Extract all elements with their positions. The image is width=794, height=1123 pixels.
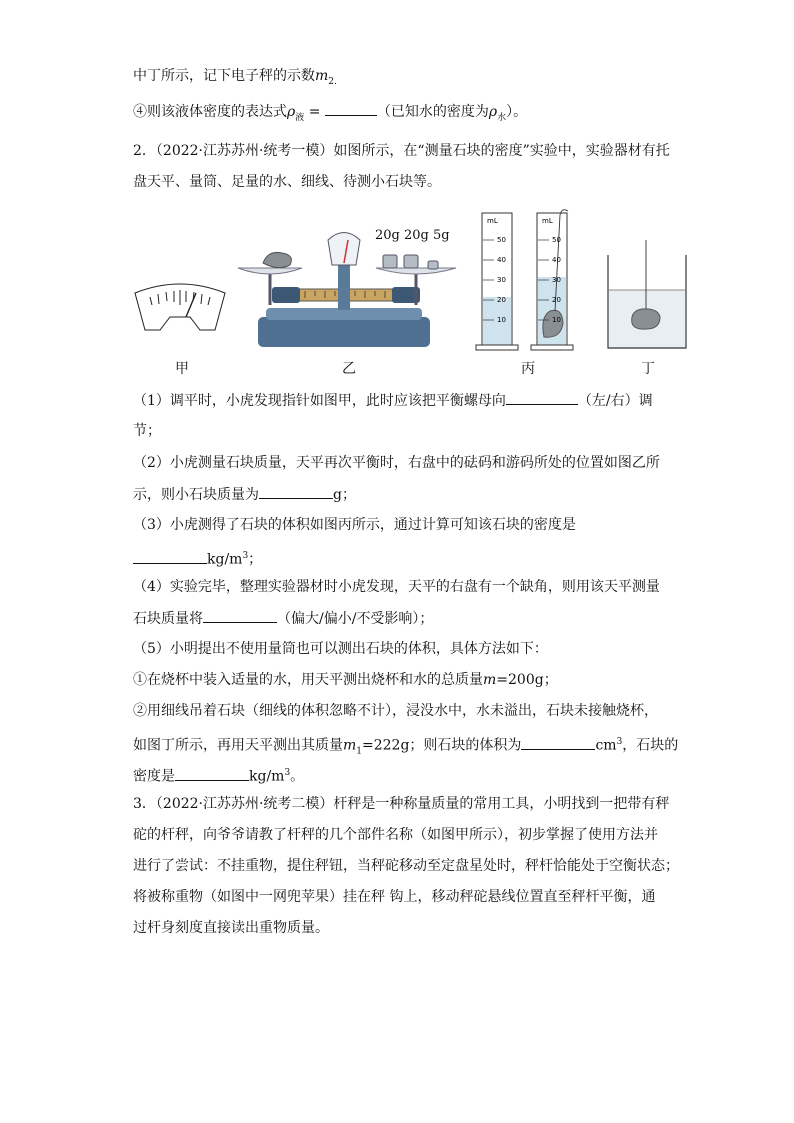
cylinder-unit-label: mL	[542, 217, 553, 225]
tick-label: 10	[552, 316, 561, 324]
experiment-figure	[130, 205, 690, 380]
text-line	[133, 608, 433, 629]
sup: 3	[616, 737, 623, 747]
text: 如图丁所示，再用天平测出其质量	[133, 737, 343, 754]
text: ）。	[506, 104, 528, 120]
text: kg/m	[249, 768, 285, 785]
text: 中丁所示，记下电子秤的示数	[133, 68, 315, 84]
answer-blank[interactable]	[133, 549, 207, 564]
text: 石块质量将	[133, 611, 203, 627]
tick-label: 10	[497, 316, 506, 324]
text-line	[133, 101, 527, 128]
text: kg/m	[207, 551, 243, 568]
caption-ding: 丁	[641, 361, 655, 377]
answer-blank[interactable]	[259, 484, 333, 499]
text-line	[133, 66, 337, 92]
question-3-line: 过杆身刻度直接读出重物质量。	[133, 920, 329, 936]
sub: 1	[356, 746, 363, 757]
text: ①在烧杯中装入适量的水，用天平测出烧杯和水的总质量	[133, 672, 483, 688]
question-3-line: 将被称重物（如图中一网兜苹果）挂在秤 钩上，移动秤砣悬线位置直至秤杆平衡，通	[133, 889, 656, 905]
sub: 水	[497, 112, 507, 123]
question-3-line: 3．（2022·江苏苏州·统考二模）杆秤是一种称量质量的常用工具，小明找到一把带有秤	[133, 796, 670, 812]
text: =	[304, 104, 325, 120]
sub: 2.	[328, 76, 337, 87]
text-line	[133, 484, 356, 505]
graduated-cylinder-figure	[476, 210, 573, 350]
cylinder-right	[531, 210, 573, 350]
beaker-figure	[608, 240, 686, 348]
answer-blank[interactable]	[521, 735, 595, 750]
text-line: （3）小虎测得了石块的体积如图丙所示，通过计算可知该石块的密度是	[133, 517, 576, 533]
sup: 3	[242, 551, 249, 561]
var: m	[483, 672, 497, 688]
text: （1）调平时，小虎发现指针如图甲，此时应该把平衡螺母向	[133, 393, 506, 409]
text: ；	[248, 551, 263, 568]
text: ④则该液体密度的表达式	[133, 104, 287, 120]
text-line: ②用细线吊着石块（细线的体积忽略不计），浸没水中，水未溢出，石块未接触烧杯，	[133, 703, 658, 719]
answer-blank[interactable]	[506, 390, 578, 405]
text-line	[133, 546, 262, 570]
text-line	[133, 732, 678, 761]
text-line	[133, 670, 558, 690]
text-line: 节；	[133, 423, 161, 439]
question-3-line: 进行了尝试：不挂重物，提住秤钮，当秤砣移动至定盘星处时，秤杆恰能处于空衡状态；	[133, 858, 679, 874]
text: 。	[290, 768, 305, 785]
caption-yi: 乙	[342, 361, 356, 377]
text: =222g；则石块的体积为	[362, 737, 522, 754]
tick-label: 30	[497, 276, 506, 284]
balance-figure	[238, 228, 456, 347]
text-line: （5）小明提出不使用量筒也可以测出石块的体积，具体方法如下：	[133, 641, 548, 657]
pointer-dial-figure	[135, 284, 225, 330]
text: （左/右）调	[577, 393, 653, 409]
text-line	[133, 763, 304, 787]
caption-bing: 丙	[521, 361, 535, 377]
answer-blank[interactable]	[203, 608, 277, 623]
cylinder-left	[476, 213, 518, 350]
var: m	[343, 737, 357, 754]
text: =200g；	[496, 672, 558, 688]
tick-label: 50	[497, 236, 506, 244]
tick-label: 40	[552, 256, 561, 264]
question-2-line: 2．（2022·江苏苏州·统考一模）如图所示，在“测量石块的密度”实验中，实验器材有托	[133, 143, 670, 159]
text: （偏大/偏小/不受影响）；	[277, 611, 434, 627]
text: ，石块的	[622, 737, 679, 754]
text-line	[133, 390, 653, 411]
text: 示，则小石块质量为	[133, 487, 259, 503]
text: g；	[333, 487, 356, 503]
answer-blank[interactable]	[175, 766, 249, 781]
answer-blank[interactable]	[325, 101, 377, 116]
tick-label: 50	[552, 236, 561, 244]
cylinder-unit-label: mL	[487, 217, 498, 225]
var: ρ	[488, 104, 498, 120]
text-line: （2）小虎测量石块质量，天平再次平衡时，右盘中的砝码和游码所处的位置如图乙所	[133, 455, 660, 471]
var: ρ	[287, 104, 296, 120]
text: cm	[595, 737, 617, 754]
question-2-line: 盘天平、量筒、足量的水、细线、待测小石块等。	[133, 174, 441, 190]
text: （已知水的密度为	[376, 104, 489, 120]
tick-label: 30	[552, 276, 561, 284]
tick-label: 20	[497, 296, 506, 304]
var: m	[315, 68, 329, 84]
text: 密度是	[133, 768, 175, 785]
question-3-line: 砣的杆秤，向爷爷请教了杆秤的几个部件名称（如图甲所示），初步掌握了使用方法并	[133, 827, 658, 843]
caption-jia: 甲	[175, 361, 189, 377]
tick-label: 20	[552, 296, 561, 304]
sub: 液	[295, 112, 305, 123]
text-line: （4）实验完毕，整理实验器材时小虎发现，天平的右盘有一个缺角，则用该天平测量	[133, 579, 660, 595]
weights-label: 20g 20g 5g	[375, 228, 450, 243]
tick-label: 40	[497, 256, 506, 264]
sup: 3	[284, 768, 291, 778]
